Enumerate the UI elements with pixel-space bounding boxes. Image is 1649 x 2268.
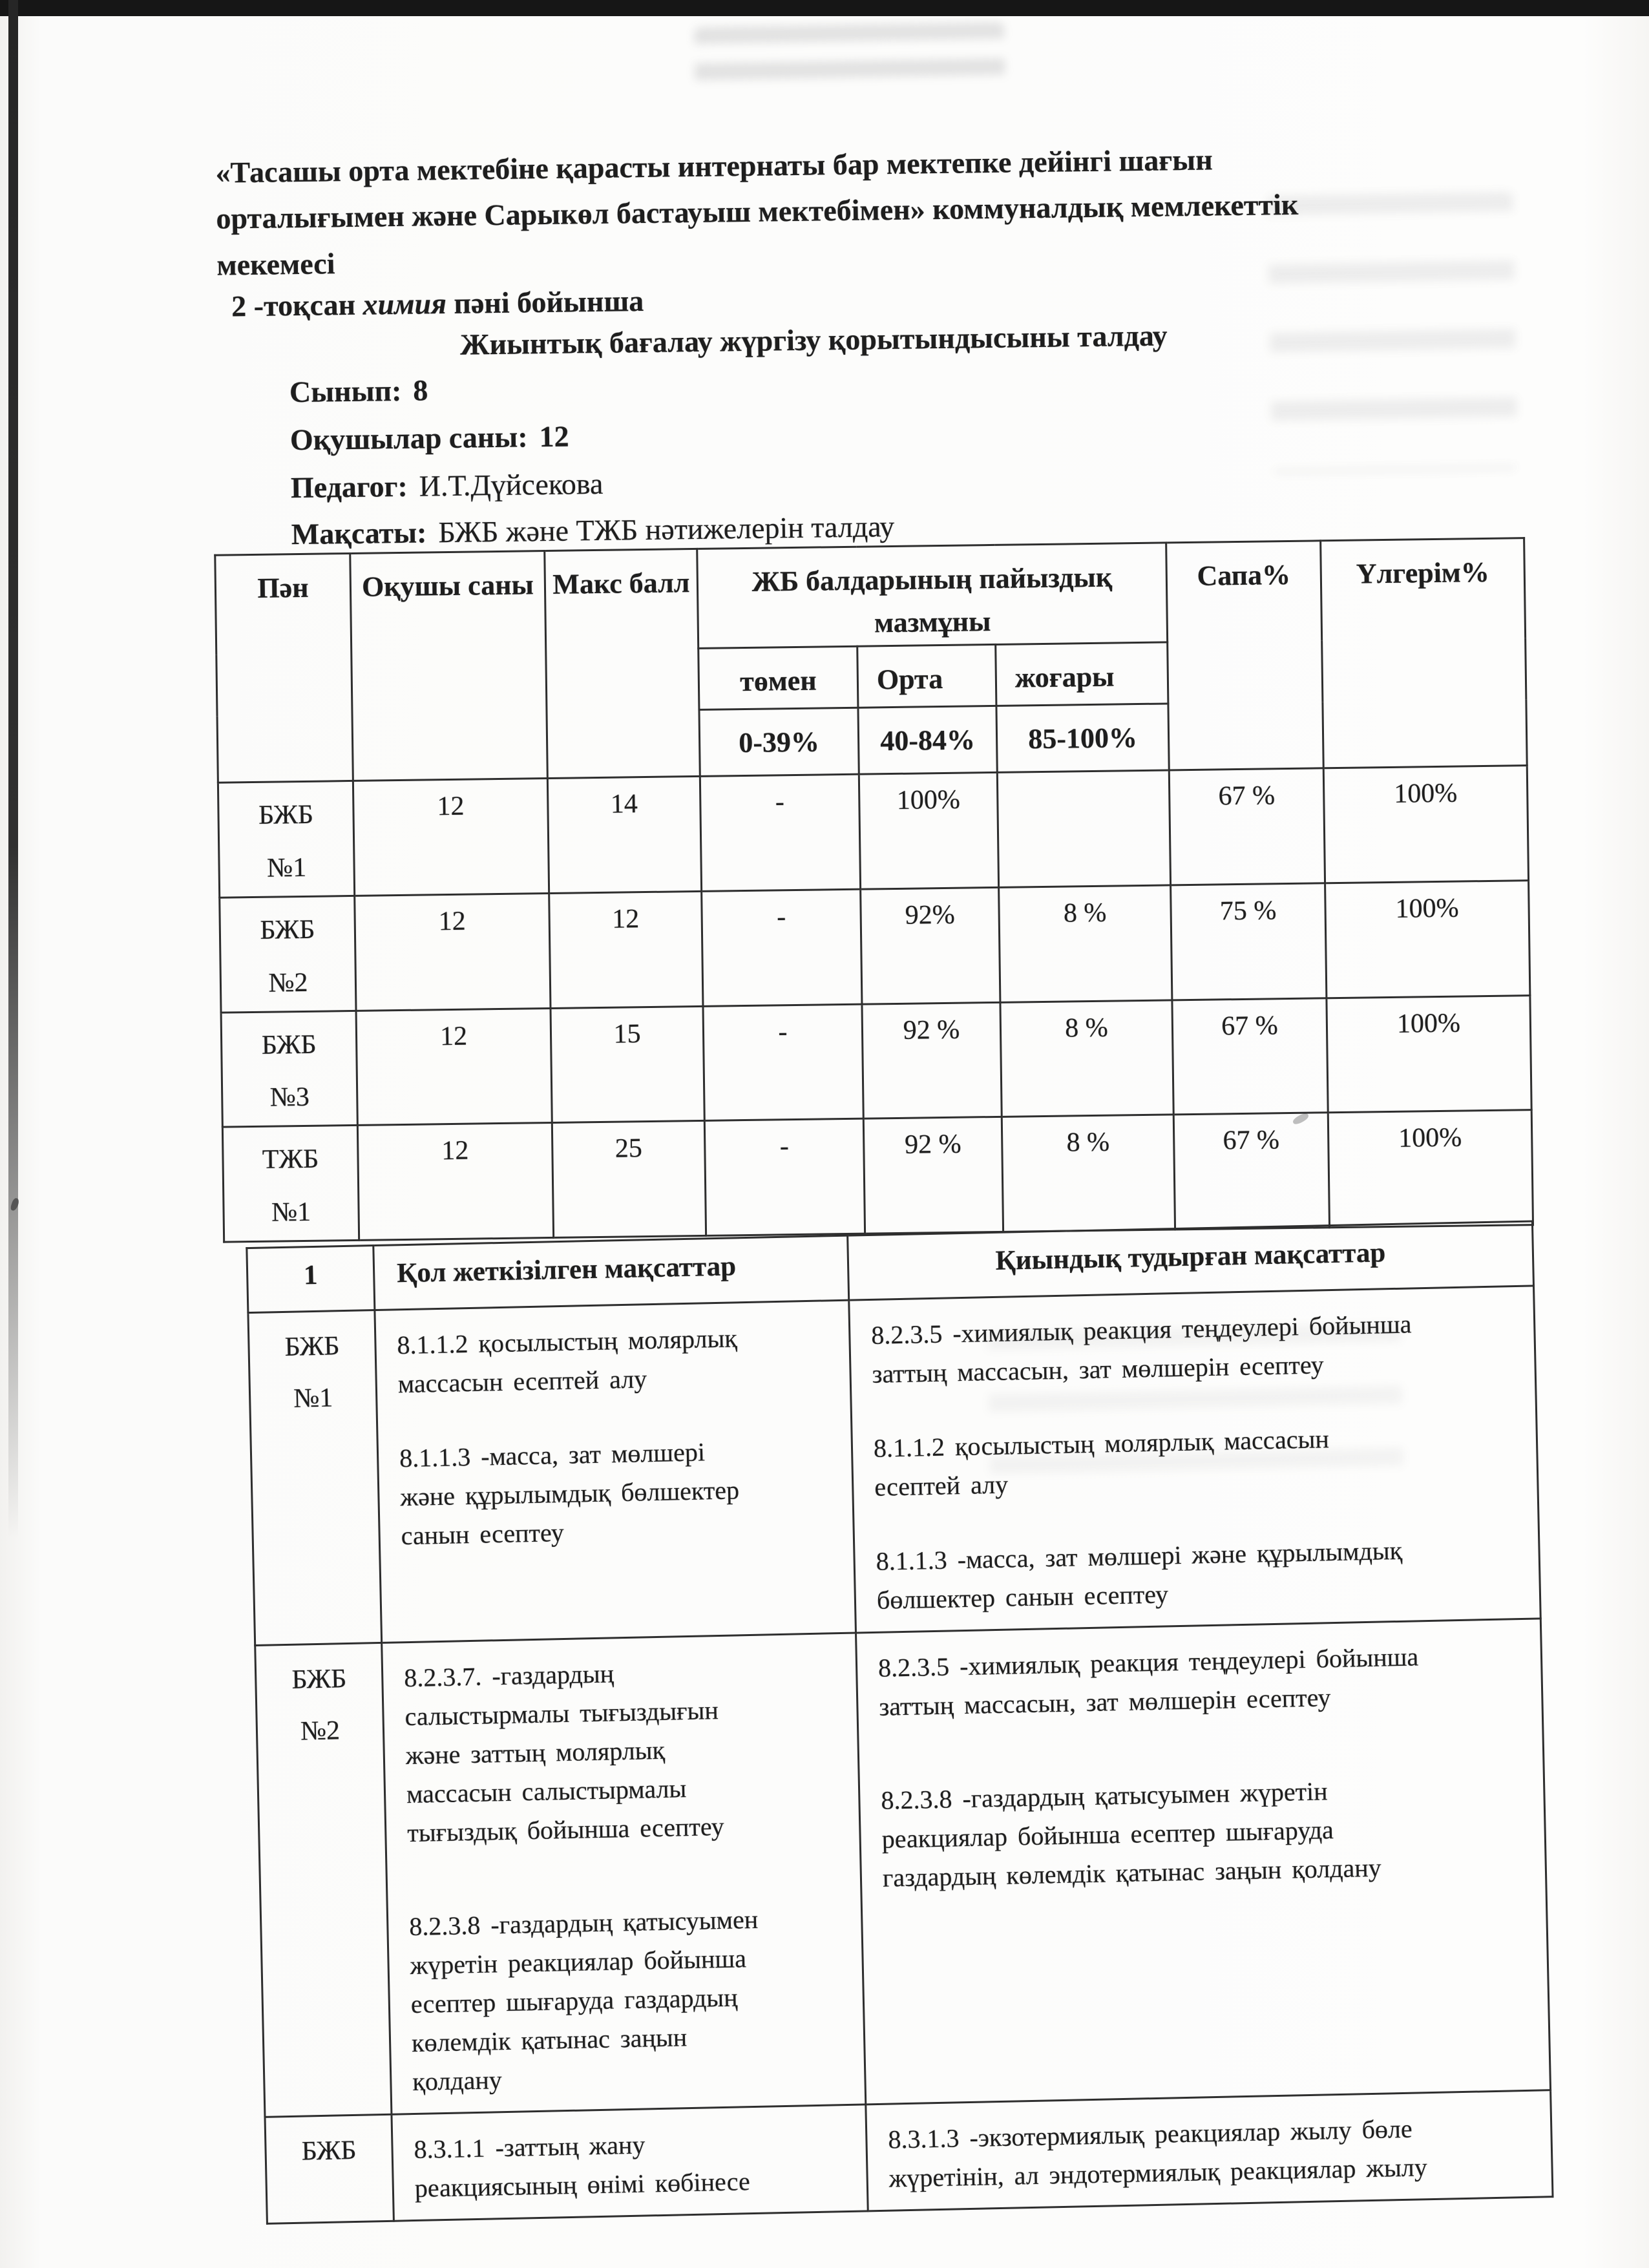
assessment-number: №1: [293, 1383, 333, 1414]
assessment-number: №2: [300, 1716, 341, 1747]
goals-header-difficult: Қиындық тудырған мақсаттар: [848, 1221, 1534, 1300]
cell-progress: 100%: [1327, 995, 1531, 1113]
goals-row-label: [248, 1310, 382, 1646]
goals-row: [255, 1619, 1551, 2117]
header-percent-group: ЖБ балдарының пайыздық мазмұны: [697, 543, 1168, 648]
goal-paragraph: 8.1.1.3 -масса, зат мөлшері және құрылымдық бөлшектер санын есептеу: [876, 1535, 1403, 1615]
cell-quality: 67 %: [1169, 768, 1325, 885]
institution-name: «Тасашы орта мектебіне қарасты интернаты бар мектепке дейінгі шағын орталығымен және Сарыкөл бастауыш мектебімен» коммуналдық мемлекеттік мекемесі: [215, 143, 1299, 282]
assessment-name: БЖБ: [258, 799, 314, 830]
table-row: [220, 880, 1530, 1012]
cell-students: 12: [355, 893, 551, 1011]
cell-quality: 75 %: [1171, 883, 1327, 1000]
term-line: [231, 284, 644, 323]
cell-progress: 100%: [1328, 1110, 1533, 1228]
cell-max-score: 15: [551, 1006, 704, 1123]
cell-quality: 67 %: [1173, 1113, 1329, 1230]
goals-row-label: [255, 1643, 392, 2117]
goal-paragraph: 8.3.1.3 -экзотермиялық реакциялар жылу бөле жүретінін, ал эндотермиялық реакциялар жылу: [887, 2114, 1428, 2193]
cell-low: -: [703, 1004, 863, 1121]
goals-row: [248, 1286, 1540, 1646]
cell-students: 12: [357, 1123, 553, 1241]
cell-progress: 100%: [1325, 880, 1530, 998]
info-students-label: Оқушылар саны:: [289, 420, 528, 457]
goals-row-label: [265, 2114, 394, 2223]
assessment-number: №3: [269, 1082, 310, 1113]
info-goal-label: Мақсаты:: [291, 516, 427, 551]
cell-low: -: [704, 1119, 865, 1236]
info-class-value: 8: [413, 373, 428, 407]
info-class-line: [289, 373, 428, 409]
cell-students: 12: [353, 779, 549, 896]
table-row: [221, 995, 1531, 1127]
header-level-mid: Орта: [857, 644, 996, 708]
subject-name-italic: химия: [362, 286, 447, 321]
assessment-name: ТЖБ: [262, 1144, 319, 1175]
header-progress: Үлгерім%: [1321, 538, 1528, 768]
achieved-goals-cell: [392, 2105, 868, 2221]
results-table: [214, 537, 1534, 1243]
cell-high: 8 %: [1000, 1000, 1173, 1117]
header-range-mid: 40-84%: [858, 706, 997, 774]
info-teacher-value: И.Т.Дүйсекова: [419, 467, 604, 503]
assessment-number: №1: [266, 852, 307, 883]
cell-max-score: 25: [552, 1121, 706, 1238]
goal-paragraph: 8.2.3.8 -газдардың қатысуымен жүретін реакциялар бойынша есептер шығаруда газдардың көлемдік қатынас заңын қолдану: [880, 1776, 1382, 1893]
goal-paragraph: 8.3.1.1 -заттың жану реакциясының өнімі көбінесе: [414, 2130, 751, 2203]
cell-low: -: [700, 774, 860, 891]
info-goal-value: БЖБ және ТЖБ нәтижелерін талдау: [438, 509, 895, 549]
header-quality: Сапа%: [1166, 541, 1324, 770]
difficult-goals-cell: [856, 1619, 1551, 2105]
cell-quality: 67 %: [1172, 998, 1328, 1115]
cell-subject: [218, 781, 354, 898]
assessment-name: БЖБ: [284, 1331, 340, 1362]
goal-paragraph: 8.2.3.5 -химиялық реакция теңдеулері бойынша заттың массасын, зат мөлшерін есептеу: [877, 1642, 1419, 1721]
info-class-label: Сынып:: [289, 373, 402, 409]
assessment-name: БЖБ: [291, 1664, 347, 1695]
goals-header-num: 1: [247, 1246, 375, 1313]
cell-students: 12: [356, 1008, 552, 1126]
cell-low: -: [702, 889, 862, 1006]
cell-mid: 100%: [859, 772, 998, 889]
header-range-high: 85-100%: [996, 704, 1169, 772]
goal-paragraph: 8.1.1.2 қосылыстың молярлық массасын есептей алу: [397, 1323, 738, 1399]
assessment-name: БЖБ: [260, 914, 315, 945]
goal-paragraph: 8.1.1.2 қосылыстың молярлық массасын есептей алу: [873, 1424, 1330, 1502]
cell-high: [997, 770, 1170, 887]
cell-subject: [222, 1126, 359, 1243]
info-goal-line: [291, 509, 895, 551]
cell-max-score: 14: [547, 776, 701, 893]
cell-mid: 92%: [861, 887, 1000, 1004]
difficult-goals-cell: [849, 1286, 1541, 1633]
goal-paragraph: 8.2.3.8 -газдардың қатысуымен жүретін реакциялар бойынша есептер шығаруда газдардың көлемдік қатынас заңын қолдану: [408, 1904, 759, 2097]
cell-mid: 92 %: [863, 1117, 1003, 1234]
info-teacher-label: Педагог:: [290, 469, 408, 505]
info-students-line: [290, 419, 569, 457]
term-prefix: 2 -тоқсан: [231, 288, 363, 323]
header-subject: Пән: [215, 553, 353, 782]
header-level-low: төмен: [698, 646, 858, 709]
cell-subject: [221, 1011, 357, 1128]
term-suffix: пәні бойынша: [446, 284, 644, 320]
cell-progress: 100%: [1323, 766, 1528, 883]
goal-paragraph: 8.2.3.7. -газдардың салыстырмалы тығыздығын және заттың молярлық массасын салыстырмалы тығыздық бойынша есептеу: [403, 1659, 725, 1848]
goal-paragraph: 8.1.1.3 -масса, зат мөлшері және құрылымдық бөлшектер санын есептеу: [399, 1437, 740, 1551]
difficult-goals-cell: [866, 2090, 1553, 2211]
assessment-name: БЖБ: [261, 1029, 317, 1060]
info-teacher-line: [291, 467, 604, 505]
assessment-number: №1: [271, 1197, 311, 1228]
assessment-name: БЖБ: [301, 2135, 357, 2167]
header-students: Оқушы саны: [350, 551, 548, 781]
cell-high: 8 %: [1002, 1115, 1175, 1232]
header-range-low: 0-39%: [699, 708, 859, 776]
header-level-high: жоғары: [996, 642, 1168, 706]
goals-table: [246, 1220, 1553, 2224]
cell-max-score: 12: [549, 891, 703, 1008]
table-row: [222, 1110, 1533, 1242]
document-title: Жиынтық бағалау жүргізу қорытындысыны талдау: [459, 319, 1168, 361]
assessment-number: №2: [268, 967, 308, 998]
info-students-value: 12: [539, 419, 569, 454]
cell-mid: 92 %: [862, 1002, 1002, 1119]
achieved-goals-cell: [382, 1633, 866, 2114]
cell-subject: [220, 896, 356, 1013]
header-max-score: Макс балл: [545, 549, 700, 778]
goals-header-achieved: Қол жеткізілген мақсаттар: [373, 1235, 849, 1310]
achieved-goals-cell: [375, 1300, 856, 1643]
table-row: [218, 766, 1528, 898]
cell-high: 8 %: [999, 885, 1172, 1002]
goal-paragraph: 8.2.3.5 -химиялық реакция теңдеулері бойынша заттың массасын, зат мөлшерін есептеу: [870, 1309, 1412, 1389]
